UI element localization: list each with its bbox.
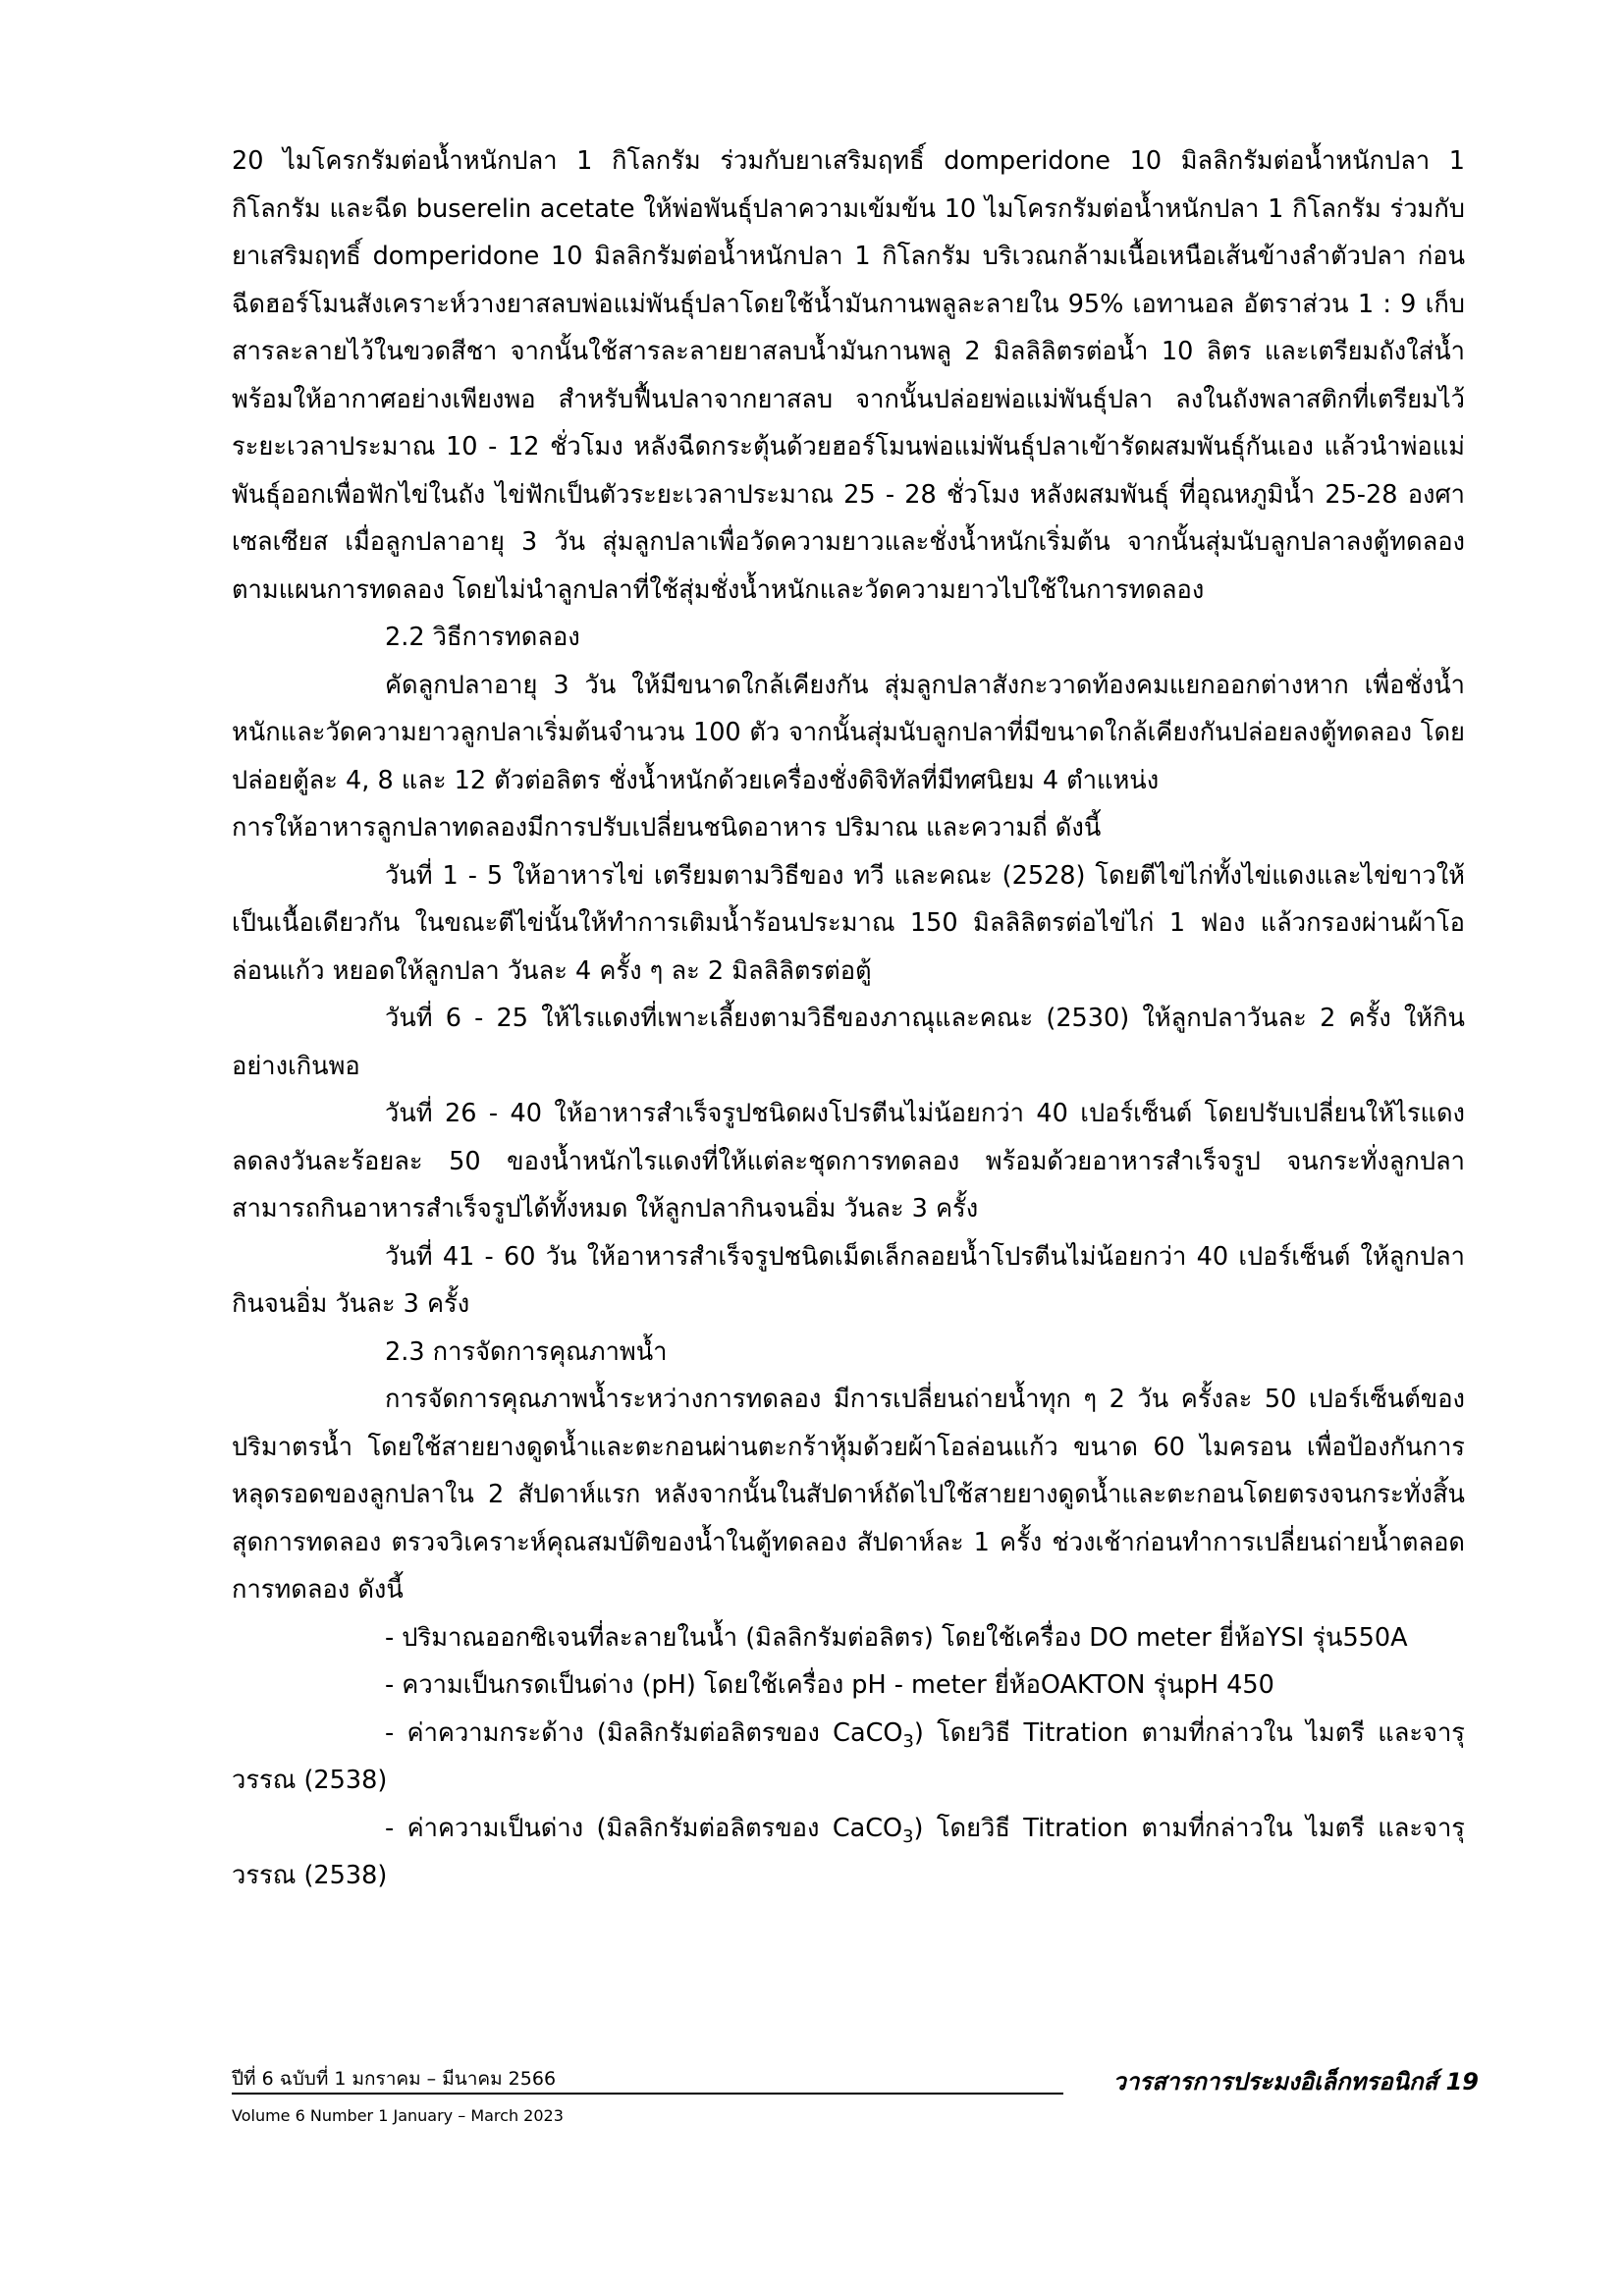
- footer-journal-title: [1112, 2067, 1479, 2096]
- paragraph-day-1-5: วันที่ 1 - 5 ให้อาหารไข่ เตรียมตามวิธีของ ทวี และคณะ (2528) โดยตีไข่ไก่ทั้งไข่แดงและไข่ขาวให้เป็นเนื้อเดียวกัน ในขณะตีไข่นั้นให้ทำการเติมน้ำร้อนประมาณ 150 มิลลิลิตรต่อไข่ไก่ 1 ฟอง แล้วกรองผ่านผ้าโอล่อนแก้ว หยอดให้ลูกปลา วันละ 4 ครั้ง ๆ ละ 2 มิลลิลิตรต่อตู้: [232, 860, 1465, 986]
- document-page: [232, 137, 1465, 1900]
- list-item-alkalinity: [232, 1805, 1465, 1900]
- footer-issue-thai: ปีที่ 6 ฉบับที่ 1 มกราคม – มีนาคม 2566: [232, 2068, 557, 2090]
- journal-name: วารสารการประมงอิเล็กทรอนิกส์: [1112, 2068, 1438, 2096]
- paragraph-water-quality: การจัดการคุณภาพน้ำระหว่างการทดลอง มีการเปลี่ยนถ่ายน้ำทุก ๆ 2 วัน ครั้งละ 50 เปอร์เซ็นต์ของปริมาตรน้ำ โดยใช้สายยางดูดน้ำและตะกอนผ่านตะกร้าหุ้มด้วยผ้าโอล่อนแก้ว ขนาด 60 ไมครอน เพื่อป้องกันการหลุดรอดของลูกปลาใน 2 สัปดาห์แรก หลังจากนั้นในสัปดาห์ถัดไปใช้สายยางดูดน้ำและตะกอนโดยตรงจนกระทั่งสิ้นสุดการทดลอง ตรวจวิเคราะห์คุณสมบัติของน้ำในตู้ทดลอง สัปดาห์ละ 1 ครั้ง ช่วงเช้าก่อนทำการเปลี่ยนถ่ายน้ำตลอดการทดลอง ดังนี้: [232, 1385, 1465, 1605]
- paragraph-fry-selection: คัดลูกปลาอายุ 3 วัน ให้มีขนาดใกล้เคียงกัน สุ่มลูกปลาสังกะวาดท้องคมแยกออกต่างหาก เพื่อชั่งน้ำหนักและวัดความยาวลูกปลาเริ่มต้นจำนวน 100 ตัว จากนั้นสุ่มนับลูกปลาที่มีขนาดใกล้เคียงกันปล่อยลงตู้ทดลอง โดยปล่อยตู้ละ 4, 8 และ 12 ตัวต่อลิตร ชั่งน้ำหนักด้วยเครื่องชั่งดิจิทัลที่มีทศนิยม 4 ตำแหน่ง: [232, 670, 1465, 795]
- paragraph-feeding-intro: การให้อาหารลูกปลาทดลองมีการปรับเปลี่ยนชนิดอาหาร ปริมาณ และความถี่ ดังนี้: [232, 813, 1102, 843]
- paragraph-day-6-25: วันที่ 6 - 25 ให้ไรแดงที่เพาะเลี้ยงตามวิธีของภาณุและคณะ (2530) ให้ลูกปลาวันละ 2 ครั้ง ให้กินอย่างเกินพอ: [232, 1004, 1465, 1081]
- paragraph-day-41-60: วันที่ 41 - 60 วัน ให้อาหารสำเร็จรูปชนิดเม็ดเล็กลอยน้ำโปรตีนไม่น้อยกว่า 40 เปอร์เซ็นต์ ให้ลูกปลากินจนอิ่ม วันละ 3 ครั้ง: [232, 1241, 1465, 1319]
- hardness-text-start: - ค่าความกระด้าง (มิลลิกรัมต่อลิตรของ CaCO: [385, 1717, 903, 1748]
- footer-issue-english: Volume 6 Number 1 January – March 2023: [232, 2106, 564, 2125]
- alkalinity-text-end: ) โดยวิธี Titration ตามที่กล่าวใน ไมตรี และจารุวรรณ (2538): [232, 1813, 1465, 1890]
- alkalinity-text-start: - ค่าความเป็นด่าง (มิลลิกรัมต่อลิตรของ CaCO: [385, 1813, 903, 1843]
- page-footer: [232, 2067, 1479, 2146]
- list-item-dissolved-oxygen: - ปริมาณออกซิเจนที่ละลายในน้ำ (มิลลิกรัมต่อลิตร) โดยใช้เครื่อง DO meter ยี่ห้อYSI รุ่น550A: [385, 1622, 1408, 1653]
- paragraph-day-26-40: วันที่ 26 - 40 ให้อาหารสำเร็จรูปชนิดผงโปรตีนไม่น้อยกว่า 40 เปอร์เซ็นต์ โดยปรับเปลี่ยนให้ไรแดงลดลงวันละร้อยละ 50 ของน้ำหนักไรแดงที่ให้แต่ละชุดการทดลอง พร้อมด้วยอาหารสำเร็จรูป จนกระทั่งลูกปลาสามารถกินอาหารสำเร็จรูปได้ทั้งหมด ให้ลูกปลากินจนอิ่ม วันละ 3 ครั้ง: [232, 1099, 1465, 1224]
- page-number: 19: [1445, 2068, 1479, 2096]
- section-heading-2-2: 2.2 วิธีการทดลอง: [385, 623, 580, 652]
- hardness-text-end: ) โดยวิธี Titration ตามที่กล่าวใน ไมตรี และจารุวรรณ (2538): [232, 1717, 1466, 1795]
- body-text: [232, 137, 1465, 1900]
- alkalinity-subscript: 3: [902, 1825, 914, 1847]
- footer-divider: [232, 2093, 1063, 2095]
- list-item-hardness: [232, 1710, 1465, 1805]
- list-item-ph: - ความเป็นกรดเป็นด่าง (pH) โดยใช้เครื่อง pH - meter ยี่ห้อOAKTON รุ่นpH 450: [385, 1670, 1274, 1700]
- section-heading-2-3: 2.3 การจัดการคุณภาพน้ำ: [385, 1336, 668, 1367]
- hardness-subscript: 3: [902, 1730, 914, 1752]
- paragraph-broodstock-injection: 20 ไมโครกรัมต่อน้ำหนักปลา 1 กิโลกรัม ร่วมกับยาเสริมฤทธิ์ domperidone 10 มิลลิกรัมต่อน้ำหนักปลา 1 กิโลกรัม และฉีด buserelin acetate ให้พ่อพันธุ์ปลาความเข้มข้น 10 ไมโครกรัมต่อน้ำหนักปลา 1 กิโลกรัม ร่วมกับยาเสริมฤทธิ์ domperidone 10 มิลลิกรัมต่อน้ำหนักปลา 1 กิโลกรัม บริเวณกล้ามเนื้อเหนือเส้นข้างลำตัวปลา ก่อนฉีดฮอร์โมนสังเคราะห์วางยาสลบพ่อแม่พันธุ์ปลาโดยใช้น้ำมันกานพลูละลายใน 95% เอทานอล อัตราส่วน 1 : 9 เก็บสารละลายไว้ในขวดสีชา จากนั้นใช้สารละลายยาสลบน้ำมันกานพลู 2 มิลลิลิตรต่อน้ำ 10 ลิตร และเตรียมถังใส่น้ำพร้อมให้อากาศอย่างเพียงพอ สำหรับฟื้นปลาจากยาสลบ จากนั้นปล่อยพ่อแม่พันธุ์ปลา ลงในถังพลาสติกที่เตรียมไว้ ระยะเวลาประมาณ 10 - 12 ชั่วโมง หลังฉีดกระตุ้นด้วยฮอร์โมนพ่อแม่พันธุ์ปลาเข้ารัดผสมพันธุ์กันเอง แล้วนำพ่อแม่พันธุ์ออกเพื่อฟักไข่ในถัง ไข่ฟักเป็นตัวระยะเวลาประมาณ 25 - 28 ชั่วโมง หลังผสมพันธุ์ ที่อุณหภูมิน้ำ 25-28 องศาเซลเซียส เมื่อลูกปลาอายุ 3 วัน สุ่มลูกปลาเพื่อวัดความยาวและชั่งน้ำหนักเริ่มต้น จากนั้นสุ่มนับลูกปลาลงตู้ทดลองตามแผนการทดลอง โดยไม่นำลูกปลาที่ใช้สุ่มชั่งน้ำหนักและวัดความยาวไปใช้ในการทดลอง: [232, 146, 1465, 605]
